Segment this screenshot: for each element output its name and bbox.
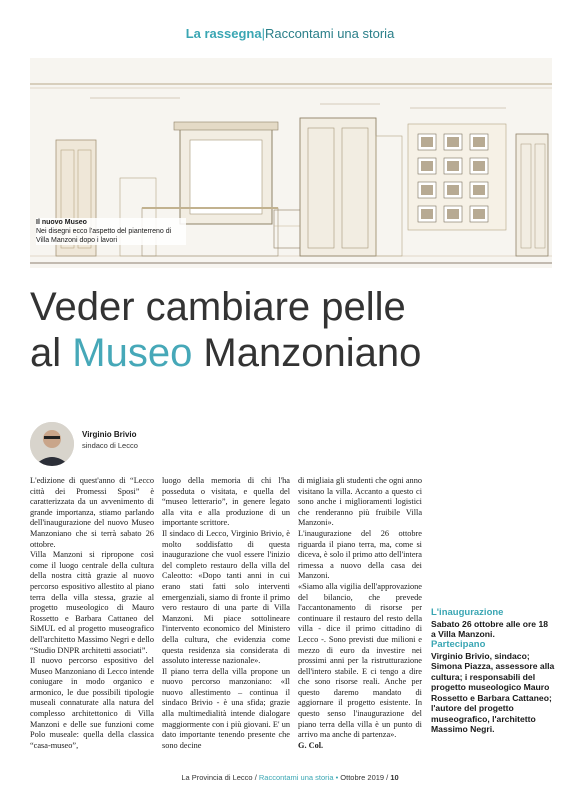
- headline-line1: Veder cambiare pelle: [30, 285, 406, 329]
- paragraph: luogo della memoria di chi l'ha posseduta o visitata, e quella del “museo letterario”, in genere legato alla vita e alla produzione di un importante scrittore.: [162, 476, 290, 528]
- author-name: Virginio Brivio: [82, 430, 137, 439]
- headline-post: Manzoniano: [192, 331, 422, 375]
- caption-text: Nei disegni ecco l'aspetto del pianterreno di Villa Manzoni dopo i lavori: [36, 228, 172, 244]
- author-role: sindaco di Lecco: [82, 441, 138, 450]
- article-column-2: [162, 476, 290, 751]
- page-header: [0, 26, 580, 41]
- paragraph: Il nuovo percorso espositivo del Museo Manzoniano di Lecco intende coniugare in modo organico e armonico, le due possibili tipologie museali connaturate alla natura del complesso architettonico di Villa Manzoni e delle sue funzioni come Polo museale: quella della classica “casa-museo”,: [30, 656, 154, 750]
- participants-box: [431, 640, 555, 735]
- subsection-name: Raccontami una storia: [264, 26, 395, 41]
- article-column-3: [298, 476, 422, 751]
- inauguration-text: Sabato 26 ottobre alle ore 18 a Villa Manzoni.: [431, 618, 549, 639]
- footer-section: Raccontami una storia: [258, 773, 334, 782]
- paragraph: L'edizione di quest'anno di “Lecco città dei Promessi Sposi” è caratterizzata da un avvenimento di grande importanza, stiamo parlando dell'inaugurazione del nuovo Museo Manzoniano che si terrà sabato 26 ottobre.: [30, 476, 154, 549]
- article-column-1: [30, 476, 154, 751]
- footer-separator: /: [384, 773, 391, 782]
- paragraph: di migliaia gli studenti che ogni anno visitano la villa. Accanto a questo ci sono anche i miglioramenti logistici che renderanno più fruibile Villa Manzoni».: [298, 476, 422, 528]
- inauguration-box: [431, 608, 555, 640]
- headline: [30, 284, 560, 376]
- section-name: La rassegna: [185, 26, 262, 41]
- paragraph: L'inaugurazione del 26 ottobre riguarda il piano terra, ma, come si diceva, è solo il primo atto dell'intera rimessa a nuovo della casa dei Manzoni.: [298, 528, 422, 581]
- paragraph: Il piano terra della villa propone un nuovo percorso manzoniano: «Il nuovo allestimento – continua il sindaco Brivio - è una sfida; grazie alla multimedialità intende dialogare maggiormente con i più giovani. E' un dato importante tenendo presente che sono decine: [162, 666, 290, 750]
- paragraph: Villa Manzoni si ripropone così come il luogo centrale della cultura della nostra città grazie al nuovo percorso espositivo allestito al piano terra della villa stessa, grazie al progetto museologico di Mauro Rossetto e Barbara Cattaneo del SiMUL ed al progetto museografico dell'architetto Massimo Negri e dello “Studio DNPR architetti associati”.: [30, 550, 154, 655]
- headline-accent: Museo: [72, 331, 193, 375]
- inauguration-title: L'inaugurazione: [431, 607, 504, 618]
- page-footer: [0, 773, 580, 782]
- footer-date: Ottobre 2019: [340, 773, 385, 782]
- paragraph: «Siamo alla vigilia dell'approvazione del bilancio, che prevede l'accantonamento di risorse per continuare il restauro del resto della villa - dice il primo cittadino di Lecco -. Sono previsti due milioni e mezzo di euro da investire nei prossimi anni per la ristrutturazione dell'intero stabile. E ci tengo a dire che sono risorse reali. Anche per questo daremo mandato di aggiornare il progetto esistente. In questo senso l'inaugurazione del piano terra della villa è un punto di arrivo ma anche di partenza».: [298, 581, 422, 740]
- caption-title: Il nuovo Museo: [36, 219, 87, 226]
- footer-publication: La Provincia di Lecco: [181, 773, 253, 782]
- paragraph: Il sindaco di Lecco, Virginio Brivio, è molto soddisfatto di questa inaugurazione che vuol essere l'inizio del completo restauro della villa del Caleotto: «Dopo tanti anni in cui erano stati fatti solo interventi emergenziali, siamo di fronte il primo vero restauro di una parte di Villa Manzoni. Mi piace sottolineare l'intervento economico del Ministero della cultura, che evidenzia come questa residenza sia considerata di assoluto interesse nazionale».: [162, 528, 290, 666]
- page-number: 10: [390, 773, 399, 782]
- footer-bullet: •: [333, 773, 341, 782]
- footer-separator: /: [252, 773, 259, 782]
- headline-pre: al: [30, 331, 73, 375]
- participants-title: Partecipano: [431, 639, 486, 650]
- participants-text: Virginio Brivio, sindaco; Simona Piazza, assessore alla cultura; i responsabili del progetto museologico Mauro Rossetto e Barbara Cattaneo; l'autore del progetto museografico, l'architetto Massimo Negri.: [431, 650, 555, 734]
- header-separator: |: [261, 26, 265, 41]
- headline-line2: [30, 330, 560, 376]
- author-portrait-icon: [30, 422, 74, 466]
- image-caption: [36, 218, 186, 245]
- signature: G. Col.: [298, 740, 324, 750]
- author-avatar: [30, 422, 74, 466]
